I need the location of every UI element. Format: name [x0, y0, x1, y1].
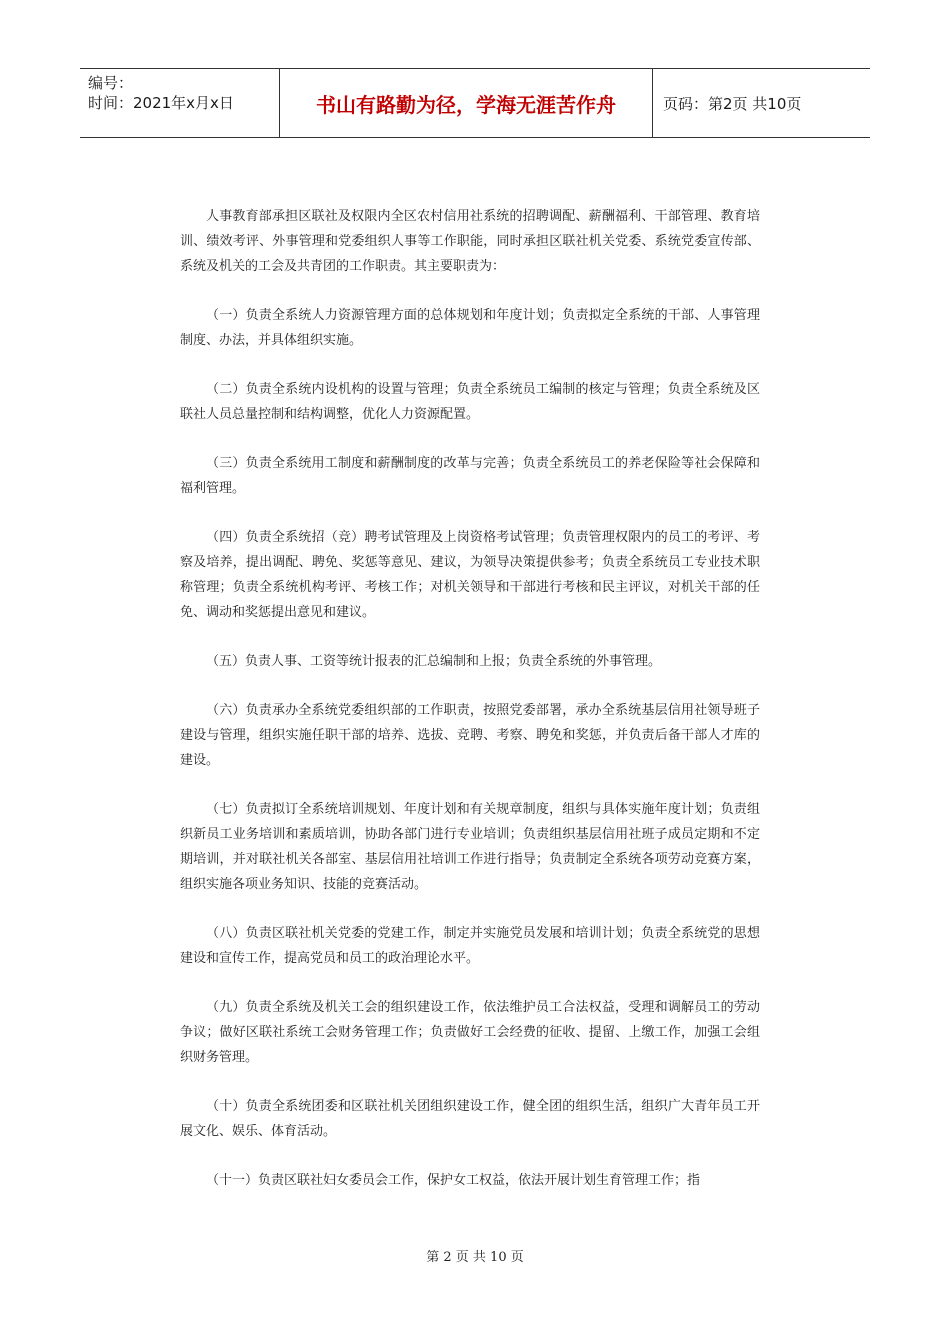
paragraph-duty-2: （二）负责全系统内设机构的设置与管理；负责全系统员工编制的核定与管理；负责全系统及区联社人员总量控制和结构调整，优化人力资源配置。: [180, 382, 760, 422]
page-footer: [0, 1246, 950, 1265]
document-header: [80, 68, 870, 138]
paragraph-duty-4: （四）负责全系统招（竞）聘考试管理及上岗资格考试管理；负责管理权限内的员工的考评、考察及培养，提出调配、聘免、奖惩等意见、建议，为领导决策提供参考；负责全系统员工专业技术职称管理；负责全系统机构考评、考核工作；对机关领导和干部进行考核和民主评议，对机关干部的任免、调动和奖惩提出意见和建议。: [180, 530, 760, 620]
header-meta-cell: [80, 69, 280, 137]
paragraph-duty-11: （十一）负责区联社妇女委员会工作，保护女工权益，依法开展计划生育管理工作；指: [206, 1173, 701, 1188]
document-body: [180, 204, 760, 1217]
paragraph-intro: 人事教育部承担区联社及权限内全区农村信用社系统的招聘调配、薪酬福利、干部管理、教育培训、绩效考评、外事管理和党委组织人事等工作职能，同时承担区联社机关党委、系统党委宣传部、系统及机关的工会及共青团的工作职责。其主要职责为：: [180, 209, 760, 274]
paragraph-duty-9: （九）负责全系统及机关工会的组织建设工作，依法维护员工合法权益，受理和调解员工的劳动争议；做好区联社系统工会财务管理工作；负责做好工会经费的征收、提留、上缴工作，加强工会组织财务管理。: [180, 1000, 760, 1065]
paragraph-duty-8: （八）负责区联社机关党委的党建工作，制定并实施党员发展和培训计划；负责全系统党的思想建设和宣传工作，提高党员和员工的政治理论水平。: [180, 926, 760, 966]
doc-date-label: 时间：2021年x月x日: [88, 94, 234, 112]
paragraph-duty-1: （一）负责全系统人力资源管理方面的总体规划和年度计划；负责拟定全系统的干部、人事管理制度、办法，并具体组织实施。: [180, 308, 760, 348]
paragraph-duty-10: （十）负责全系统团委和区联社机关团组织建设工作，健全团的组织生活，组织广大青年员工开展文化、娱乐、体育活动。: [180, 1099, 760, 1139]
paragraph-duty-5: （五）负责人事、工资等统计报表的汇总编制和上报；负责全系统的外事管理。: [206, 654, 662, 669]
paragraph-duty-6: （六）负责承办全系统党委组织部的工作职责，按照党委部署，承办全系统基层信用社领导班子建设与管理，组织实施任职干部的培养、选拔、竞聘、考察、聘免和奖惩，并负责后备干部人才库的建设。: [180, 703, 760, 768]
doc-number-label: 编号：: [88, 74, 134, 92]
header-motto: 书山有路勤为径，学海无涯苦作舟: [316, 92, 616, 117]
paragraph-duty-7: （七）负责拟订全系统培训规划、年度计划和有关规章制度，组织与具体实施年度计划；负责组织新员工业务培训和素质培训，协助各部门进行专业培训；负责组织基层信用社班子成员定期和不定期培训，并对联社机关各部室、基层信用社培训工作进行指导；负责制定全系统各项劳动竞赛方案，组织实施各项业务知识、技能的竞赛活动。: [180, 802, 760, 892]
header-page-cell: [653, 69, 870, 137]
header-page-info: 页码：第2页 共10页: [663, 94, 802, 113]
paragraph-duty-3: （三）负责全系统用工制度和薪酬制度的改革与完善；负责全系统员工的养老保险等社会保障和福利管理。: [180, 456, 760, 496]
footer-page-number: 第 2 页 共 10 页: [426, 1250, 524, 1265]
header-motto-cell: [280, 69, 653, 137]
